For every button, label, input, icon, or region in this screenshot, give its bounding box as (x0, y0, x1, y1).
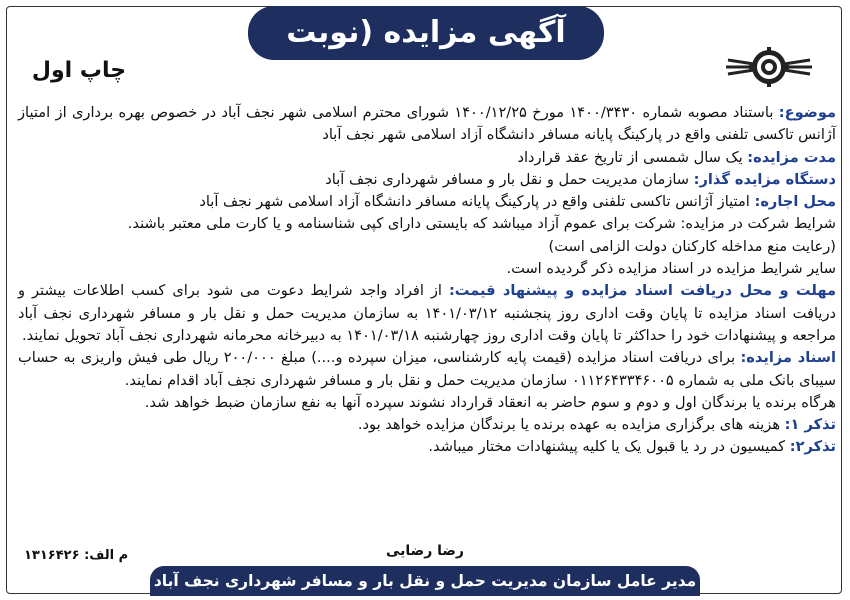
location-text: امتیاز آژانس تاکسی تلفنی واقع در پارکینگ پایانه مسافر دانشگاه آزاد اسلامی شهر نجف آباد (199, 193, 755, 211)
note2-text: کمیسیون در رد یا قبول یک یا کلیه پیشنهادات مختار میباشد. (428, 438, 790, 456)
conditions-paragraph: شرایط شرکت در مزایده: شرکت برای عموم آزاد میباشد که بایستی دارای کپی شناسنامه و یا کارت ملی معتبر باشند. (127, 215, 836, 233)
auctioneer-paragraph (18, 169, 836, 191)
gov-note: (رعایت منع مداخله کارکنان دولت الزامی است) (548, 237, 836, 255)
deadline-text: از افراد واجد شرایط دعوت می شود برای کسب اطلاعات بیشتر و دریافت اسناد مزایده تا پایان وقت اداری روز پنجشنبه ۱۴۰۱/۰۳/۱۲ به سازمان مدیریت حمل و نقل بار و مسافر شهرداری نجف آباد مراجعه و پیشنهادات خود را حداکثر تا پایان وقت اداری روز چهارشنبه ۱۴۰۱/۰۳/۱۸ به دبیرخانه محرمانه شهرداری نجف آباد تحویل نمایند. (18, 282, 836, 344)
deadline-paragraph (18, 280, 836, 347)
note1-label: تذکر ۱: (784, 416, 836, 434)
duration-text: یک سال شمسی از تاریخ عقد قرارداد (517, 148, 748, 166)
forfeit-paragraph: هرگاه برنده یا برندگان اول و دوم و سوم حاضر به انعقاد قرارداد نشوند سپرده آنها به نفع سازمان ضبط خواهد شد. (144, 393, 836, 411)
subject-text: باستناد مصوبه شماره ۱۴۰۰/۳۴۳۰ مورخ ۱۴۰۰/۱۲/۲۵ شورای محترم اسلامی شهر نجف آباد در خصوص بهره برداری از امتیاز آژانس تاکسی تلفنی واقع در پارکینگ پایانه مسافر دانشگاه آزاد اسلامی شهر نجف آباد (18, 104, 836, 144)
documents-text: برای دریافت اسناد مزایده (قیمت پایه کارشناسی، میزان سپرده و....) مبلغ ۲۰۰/۰۰۰ ریال طی فیش واریزی به حساب سیبای بانک ملی به شماره ۰۱۱۲۶۴۳۳۴۶۰۰۵ سازمان مدیریت حمل و نقل بار و مسافر شهرداری نجف آباد اقدام نمایند. (18, 349, 836, 389)
print-edition-label: چاپ اول (31, 58, 127, 83)
duration-paragraph (18, 147, 836, 169)
location-paragraph (18, 191, 836, 213)
municipality-emblem-icon (724, 38, 814, 96)
location-label: محل اجاره: (754, 193, 836, 211)
auctioneer-text: سازمان مدیریت حمل و نقل بار و مسافر شهرداری نجف آباد (325, 170, 694, 188)
notice-title: آگهی مزایده (نوبت دوم) (248, 6, 604, 60)
reference-number: م الف: ۱۳۱۶۴۲۶ (24, 548, 129, 563)
subject-paragraph (18, 102, 836, 147)
note1-paragraph (18, 414, 836, 436)
note2-paragraph (18, 436, 836, 458)
subject-label: موضوع: (778, 104, 837, 121)
note1-text: هزینه های برگزاری مزایده به عهده برنده یا برندگان مزایده خواهد بود. (357, 416, 785, 434)
duration-label: مدت مزایده: (747, 148, 836, 166)
documents-label: اسناد مزایده: (740, 349, 837, 367)
signer-name: رضا رضایی (386, 543, 464, 559)
deadline-label: مهلت و محل دریافت اسناد مزایده و پیشنهاد قیمت: (448, 282, 836, 300)
notice-body (18, 102, 836, 459)
auctioneer-label: دستگاه مزایده گذار: (693, 170, 836, 188)
signer-title: مدیر عامل سازمان مدیریت حمل و نقل بار و مسافر شهرداری نجف آباد (150, 566, 700, 596)
documents-paragraph (18, 347, 836, 392)
note2-label: تذکر۲: (789, 438, 836, 456)
other-conditions: سایر شرایط مزایده در اسناد مزایده ذکر گردیده است. (506, 260, 836, 278)
